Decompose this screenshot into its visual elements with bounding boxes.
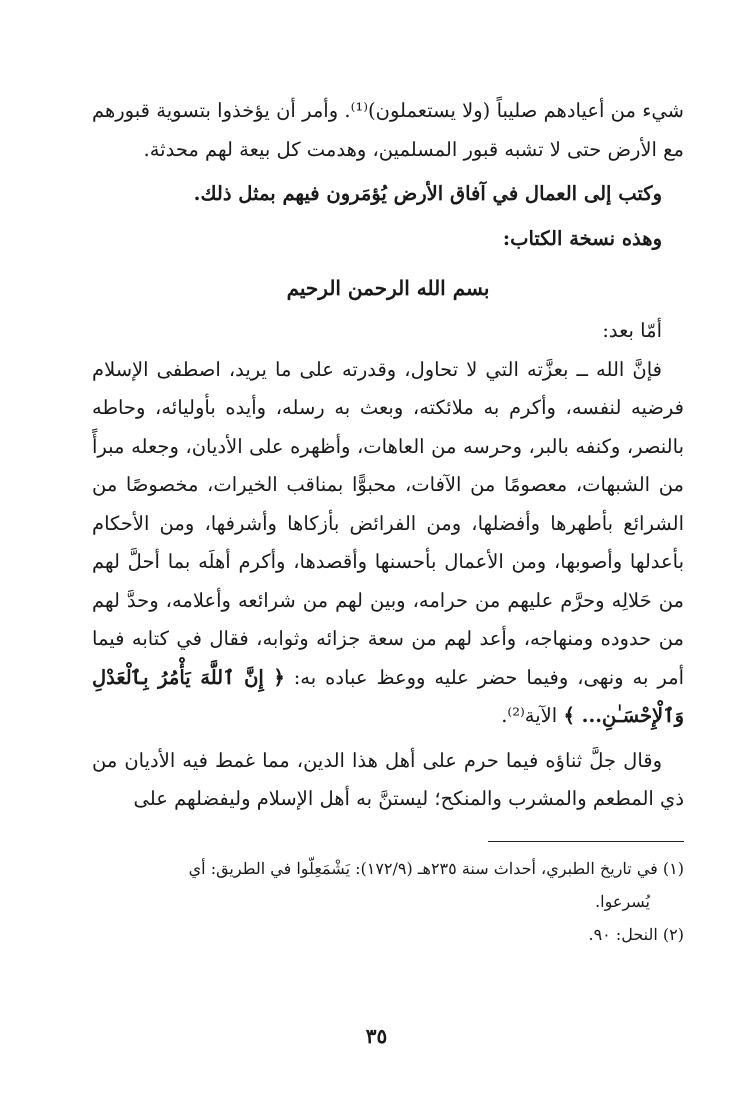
basmala-heading: بسم الله الرحمن الرحيم xyxy=(286,276,490,300)
footnote-divider xyxy=(488,841,684,842)
page-number: ٣٥ xyxy=(365,1024,388,1048)
paragraph-5-tail: الآية⁽²⁾. xyxy=(501,704,564,727)
quran-verse: ﴿ إِنَّ ٱللَّهَ يَأْمُرُ بِٱلْعَدْلِ وَٱلْإِحْسَـٰنِ... ﴾ xyxy=(92,665,684,727)
paragraph-4: أمّا بعد: xyxy=(602,319,662,342)
paragraph-2: وكتب إلى العمال في آفاق الأرض يُؤمَرون فيهم بمثل ذلك. xyxy=(193,182,662,205)
paragraph-1: شيء من أعيادهم صليباً (ولا يستعملون)⁽¹⁾. وأمر أن يؤخذوا بتسوية قبورهم مع الأرض حتى لا تشبه قبور المسلمين، وهدمت كل بيعة لهم محدثة. xyxy=(92,99,684,161)
paragraph-5 xyxy=(92,351,684,736)
footnote-2: (٢) النحل: ٩٠. xyxy=(588,924,684,944)
paragraph-5-text: فإنَّ الله ــ بعزَّته التي لا تحاول، وقدرته على ما يريد، اصطفى الإسلام فرضيه لنفسه، وأكرم به ملائكته، وبعث به رسله، وأيده بأوليائه، وحاطه بالنصر، وكنفه بالبر، وحرسه من العاهات، وأظهره على الأديان، وجعله مبرأً من الشبهات، معصومًا من الآفات، محبوًّا بمناقب الخيرات، مخصوصًا من الشرائع بأطهرها وأفضلها، ومن الفرائض بأزكاها وأشرفها، ومن الأحكام بأعدلها وأصوبها، ومن الأعمال بأحسنها وأقصدها، وأكرم أهلَه بما أحلَّ لهم من حَلالِه وحرَّم عليهم من حرامه، وبين لهم من شرائعه وأعلامه، وحدَّ لهم من حدوده ومنهاجه، وأعد لهم من سعة جزائه وثوابه، فقال في كتابه فيما أمر به ونهى، وفيما حضر عليه ووعظ عباده به: xyxy=(92,357,684,689)
footnote-1 xyxy=(92,852,684,918)
footnote-1-line-1: (١) في تاريخ الطبري، أحداث سنة ٢٣٥هـ (١٧٢/٩): يَشْمَعِلّوا في الطريق: أي xyxy=(188,858,684,878)
paragraph-6: وقال جلَّ ثناؤه فيما حرم على أهل هذا الدين، مما غمط فيه الأديان من ذي المطعم والمشرب والمنكح؛ ليستنَّ به أهل الإسلام وليفضلهم على xyxy=(92,748,684,810)
footnote-1-line-2: يُسرعوا. xyxy=(595,891,650,911)
page-body xyxy=(92,92,684,951)
paragraph-3: وهذه نسخة الكتاب: xyxy=(502,226,662,250)
